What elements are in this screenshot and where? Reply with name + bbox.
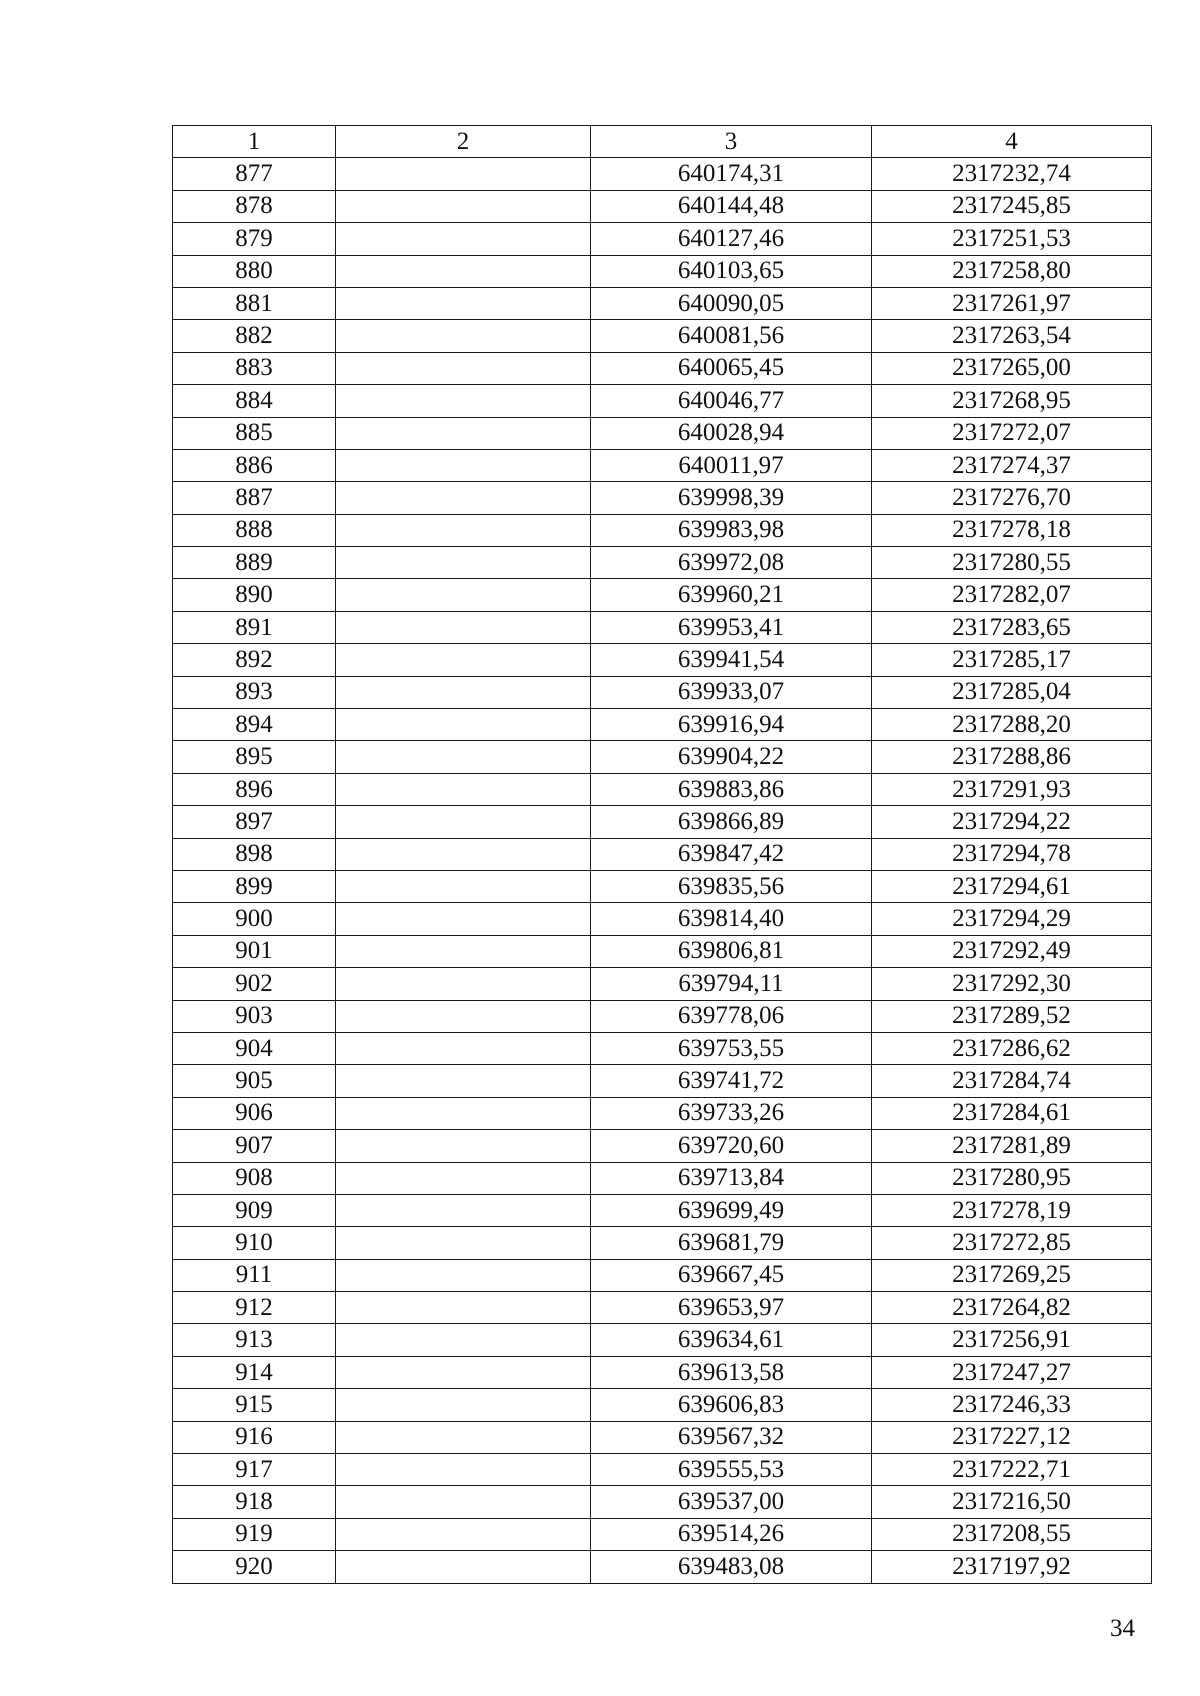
table-row [173, 806, 1152, 838]
point-number-cell: 883 [173, 352, 336, 384]
description-cell [336, 709, 591, 741]
coordinates-table [172, 125, 1152, 1584]
point-number-cell: 901 [173, 935, 336, 967]
table-row [173, 255, 1152, 287]
x-coordinate-cell: 639681,79 [591, 1227, 872, 1259]
x-coordinate-cell: 639753,55 [591, 1032, 872, 1064]
x-coordinate-cell: 639883,86 [591, 773, 872, 805]
table-row [173, 903, 1152, 935]
table-row [173, 870, 1152, 902]
point-number-cell: 907 [173, 1130, 336, 1162]
x-coordinate-cell: 639713,84 [591, 1162, 872, 1194]
table-row [173, 287, 1152, 319]
table-row [173, 644, 1152, 676]
y-coordinate-cell: 2317208,55 [872, 1518, 1152, 1550]
table-row [173, 838, 1152, 870]
x-coordinate-cell: 639667,45 [591, 1259, 872, 1291]
table-row [173, 741, 1152, 773]
description-cell [336, 1000, 591, 1032]
point-number-cell: 895 [173, 741, 336, 773]
point-number-cell: 882 [173, 320, 336, 352]
x-coordinate-cell: 639972,08 [591, 547, 872, 579]
table-row [173, 1324, 1152, 1356]
table-row [173, 352, 1152, 384]
y-coordinate-cell: 2317292,30 [872, 968, 1152, 1000]
point-number-cell: 899 [173, 870, 336, 902]
point-number-cell: 902 [173, 968, 336, 1000]
point-number-cell: 903 [173, 1000, 336, 1032]
point-number-cell: 878 [173, 190, 336, 222]
point-number-cell: 915 [173, 1389, 336, 1421]
point-number-cell: 881 [173, 287, 336, 319]
x-coordinate-cell: 639483,08 [591, 1551, 872, 1583]
description-cell [336, 287, 591, 319]
x-coordinate-cell: 639653,97 [591, 1292, 872, 1324]
point-number-cell: 887 [173, 482, 336, 514]
y-coordinate-cell: 2317288,20 [872, 709, 1152, 741]
description-cell [336, 611, 591, 643]
description-cell [336, 1259, 591, 1291]
description-cell [336, 741, 591, 773]
table-row [173, 1227, 1152, 1259]
table-row [173, 1259, 1152, 1291]
point-number-cell: 877 [173, 158, 336, 190]
description-cell [336, 935, 591, 967]
y-coordinate-cell: 2317289,52 [872, 1000, 1152, 1032]
point-number-cell: 913 [173, 1324, 336, 1356]
description-cell [336, 1551, 591, 1583]
table-row [173, 1097, 1152, 1129]
x-coordinate-cell: 639835,56 [591, 870, 872, 902]
y-coordinate-cell: 2317284,74 [872, 1065, 1152, 1097]
point-number-cell: 900 [173, 903, 336, 935]
y-coordinate-cell: 2317274,37 [872, 449, 1152, 481]
table-row [173, 773, 1152, 805]
description-cell [336, 385, 591, 417]
y-coordinate-cell: 2317285,17 [872, 644, 1152, 676]
y-coordinate-cell: 2317283,65 [872, 611, 1152, 643]
y-coordinate-cell: 2317291,93 [872, 773, 1152, 805]
table-row [173, 1194, 1152, 1226]
page-number: 34 [1110, 1615, 1135, 1642]
x-coordinate-cell: 639720,60 [591, 1130, 872, 1162]
x-coordinate-cell: 639634,61 [591, 1324, 872, 1356]
x-coordinate-cell: 639933,07 [591, 676, 872, 708]
y-coordinate-cell: 2317258,80 [872, 255, 1152, 287]
column-header-3: 3 [591, 126, 872, 158]
x-coordinate-cell: 639699,49 [591, 1194, 872, 1226]
table-row [173, 1454, 1152, 1486]
description-cell [336, 1032, 591, 1064]
table-row [173, 190, 1152, 222]
description-cell [336, 676, 591, 708]
description-cell [336, 838, 591, 870]
y-coordinate-cell: 2317222,71 [872, 1454, 1152, 1486]
y-coordinate-cell: 2317276,70 [872, 482, 1152, 514]
y-coordinate-cell: 2317246,33 [872, 1389, 1152, 1421]
description-cell [336, 1324, 591, 1356]
table-row [173, 158, 1152, 190]
point-number-cell: 885 [173, 417, 336, 449]
column-header-2: 2 [336, 126, 591, 158]
table-row [173, 1389, 1152, 1421]
description-cell [336, 1097, 591, 1129]
x-coordinate-cell: 639941,54 [591, 644, 872, 676]
y-coordinate-cell: 2317264,82 [872, 1292, 1152, 1324]
x-coordinate-cell: 640090,05 [591, 287, 872, 319]
table-row [173, 1551, 1152, 1583]
x-coordinate-cell: 639567,32 [591, 1421, 872, 1453]
x-coordinate-cell: 639514,26 [591, 1518, 872, 1550]
table-row [173, 611, 1152, 643]
description-cell [336, 417, 591, 449]
y-coordinate-cell: 2317272,07 [872, 417, 1152, 449]
x-coordinate-cell: 639733,26 [591, 1097, 872, 1129]
y-coordinate-cell: 2317285,04 [872, 676, 1152, 708]
description-cell [336, 579, 591, 611]
y-coordinate-cell: 2317278,19 [872, 1194, 1152, 1226]
table-row [173, 320, 1152, 352]
column-header-4: 4 [872, 126, 1152, 158]
y-coordinate-cell: 2317294,22 [872, 806, 1152, 838]
description-cell [336, 223, 591, 255]
description-cell [336, 806, 591, 838]
description-cell [336, 1227, 591, 1259]
x-coordinate-cell: 639806,81 [591, 935, 872, 967]
point-number-cell: 892 [173, 644, 336, 676]
column-header-1: 1 [173, 126, 336, 158]
description-cell [336, 1389, 591, 1421]
table-row [173, 482, 1152, 514]
table-row [173, 1065, 1152, 1097]
table-row [173, 935, 1152, 967]
table-row [173, 223, 1152, 255]
table-row [173, 709, 1152, 741]
description-cell [336, 1065, 591, 1097]
description-cell [336, 482, 591, 514]
description-cell [336, 968, 591, 1000]
description-cell [336, 1194, 591, 1226]
description-cell [336, 1421, 591, 1453]
description-cell [336, 1518, 591, 1550]
description-cell [336, 870, 591, 902]
y-coordinate-cell: 2317251,53 [872, 223, 1152, 255]
description-cell [336, 352, 591, 384]
table-row [173, 1518, 1152, 1550]
point-number-cell: 888 [173, 514, 336, 546]
y-coordinate-cell: 2317286,62 [872, 1032, 1152, 1064]
point-number-cell: 894 [173, 709, 336, 741]
x-coordinate-cell: 639613,58 [591, 1356, 872, 1388]
y-coordinate-cell: 2317265,00 [872, 352, 1152, 384]
point-number-cell: 886 [173, 449, 336, 481]
x-coordinate-cell: 639814,40 [591, 903, 872, 935]
y-coordinate-cell: 2317263,54 [872, 320, 1152, 352]
x-coordinate-cell: 639794,11 [591, 968, 872, 1000]
y-coordinate-cell: 2317280,55 [872, 547, 1152, 579]
point-number-cell: 919 [173, 1518, 336, 1550]
description-cell [336, 514, 591, 546]
y-coordinate-cell: 2317227,12 [872, 1421, 1152, 1453]
table-row [173, 417, 1152, 449]
x-coordinate-cell: 639998,39 [591, 482, 872, 514]
x-coordinate-cell: 639741,72 [591, 1065, 872, 1097]
y-coordinate-cell: 2317280,95 [872, 1162, 1152, 1194]
x-coordinate-cell: 640144,48 [591, 190, 872, 222]
point-number-cell: 897 [173, 806, 336, 838]
table-row [173, 1130, 1152, 1162]
point-number-cell: 912 [173, 1292, 336, 1324]
description-cell [336, 1356, 591, 1388]
description-cell [336, 1162, 591, 1194]
y-coordinate-cell: 2317247,27 [872, 1356, 1152, 1388]
x-coordinate-cell: 640081,56 [591, 320, 872, 352]
y-coordinate-cell: 2317232,74 [872, 158, 1152, 190]
y-coordinate-cell: 2317261,97 [872, 287, 1152, 319]
table-row [173, 385, 1152, 417]
point-number-cell: 909 [173, 1194, 336, 1226]
x-coordinate-cell: 640046,77 [591, 385, 872, 417]
x-coordinate-cell: 640065,45 [591, 352, 872, 384]
point-number-cell: 889 [173, 547, 336, 579]
x-coordinate-cell: 640127,46 [591, 223, 872, 255]
description-cell [336, 1454, 591, 1486]
y-coordinate-cell: 2317245,85 [872, 190, 1152, 222]
point-number-cell: 890 [173, 579, 336, 611]
description-cell [336, 644, 591, 676]
point-number-cell: 914 [173, 1356, 336, 1388]
y-coordinate-cell: 2317284,61 [872, 1097, 1152, 1129]
description-cell [336, 1292, 591, 1324]
x-coordinate-cell: 639960,21 [591, 579, 872, 611]
description-cell [336, 255, 591, 287]
description-cell [336, 773, 591, 805]
table-row [173, 1032, 1152, 1064]
description-cell [336, 903, 591, 935]
x-coordinate-cell: 639555,53 [591, 1454, 872, 1486]
point-number-cell: 905 [173, 1065, 336, 1097]
table-row [173, 449, 1152, 481]
point-number-cell: 884 [173, 385, 336, 417]
y-coordinate-cell: 2317216,50 [872, 1486, 1152, 1518]
description-cell [336, 1486, 591, 1518]
table-row [173, 1162, 1152, 1194]
table-body [173, 158, 1152, 1583]
y-coordinate-cell: 2317294,78 [872, 838, 1152, 870]
x-coordinate-cell: 640028,94 [591, 417, 872, 449]
point-number-cell: 896 [173, 773, 336, 805]
y-coordinate-cell: 2317197,92 [872, 1551, 1152, 1583]
y-coordinate-cell: 2317288,86 [872, 741, 1152, 773]
point-number-cell: 880 [173, 255, 336, 287]
description-cell [336, 158, 591, 190]
point-number-cell: 916 [173, 1421, 336, 1453]
x-coordinate-cell: 640011,97 [591, 449, 872, 481]
y-coordinate-cell: 2317282,07 [872, 579, 1152, 611]
description-cell [336, 1130, 591, 1162]
point-number-cell: 911 [173, 1259, 336, 1291]
table-row [173, 547, 1152, 579]
y-coordinate-cell: 2317268,95 [872, 385, 1152, 417]
header-row [173, 126, 1152, 158]
x-coordinate-cell: 639606,83 [591, 1389, 872, 1421]
point-number-cell: 898 [173, 838, 336, 870]
table-row [173, 1292, 1152, 1324]
point-number-cell: 908 [173, 1162, 336, 1194]
x-coordinate-cell: 640103,65 [591, 255, 872, 287]
x-coordinate-cell: 639916,94 [591, 709, 872, 741]
x-coordinate-cell: 639953,41 [591, 611, 872, 643]
y-coordinate-cell: 2317269,25 [872, 1259, 1152, 1291]
y-coordinate-cell: 2317294,61 [872, 870, 1152, 902]
description-cell [336, 547, 591, 579]
y-coordinate-cell: 2317294,29 [872, 903, 1152, 935]
point-number-cell: 920 [173, 1551, 336, 1583]
point-number-cell: 904 [173, 1032, 336, 1064]
table-row [173, 676, 1152, 708]
x-coordinate-cell: 639847,42 [591, 838, 872, 870]
table-row [173, 579, 1152, 611]
y-coordinate-cell: 2317272,85 [872, 1227, 1152, 1259]
table-row [173, 1486, 1152, 1518]
point-number-cell: 918 [173, 1486, 336, 1518]
description-cell [336, 449, 591, 481]
x-coordinate-cell: 639778,06 [591, 1000, 872, 1032]
y-coordinate-cell: 2317281,89 [872, 1130, 1152, 1162]
y-coordinate-cell: 2317278,18 [872, 514, 1152, 546]
y-coordinate-cell: 2317256,91 [872, 1324, 1152, 1356]
description-cell [336, 320, 591, 352]
point-number-cell: 917 [173, 1454, 336, 1486]
table-row [173, 1356, 1152, 1388]
point-number-cell: 893 [173, 676, 336, 708]
y-coordinate-cell: 2317292,49 [872, 935, 1152, 967]
table-row [173, 968, 1152, 1000]
description-cell [336, 190, 591, 222]
point-number-cell: 906 [173, 1097, 336, 1129]
x-coordinate-cell: 639904,22 [591, 741, 872, 773]
point-number-cell: 891 [173, 611, 336, 643]
table-row [173, 514, 1152, 546]
table-row [173, 1421, 1152, 1453]
x-coordinate-cell: 639537,00 [591, 1486, 872, 1518]
table-row [173, 1000, 1152, 1032]
x-coordinate-cell: 639983,98 [591, 514, 872, 546]
x-coordinate-cell: 640174,31 [591, 158, 872, 190]
point-number-cell: 910 [173, 1227, 336, 1259]
x-coordinate-cell: 639866,89 [591, 806, 872, 838]
point-number-cell: 879 [173, 223, 336, 255]
